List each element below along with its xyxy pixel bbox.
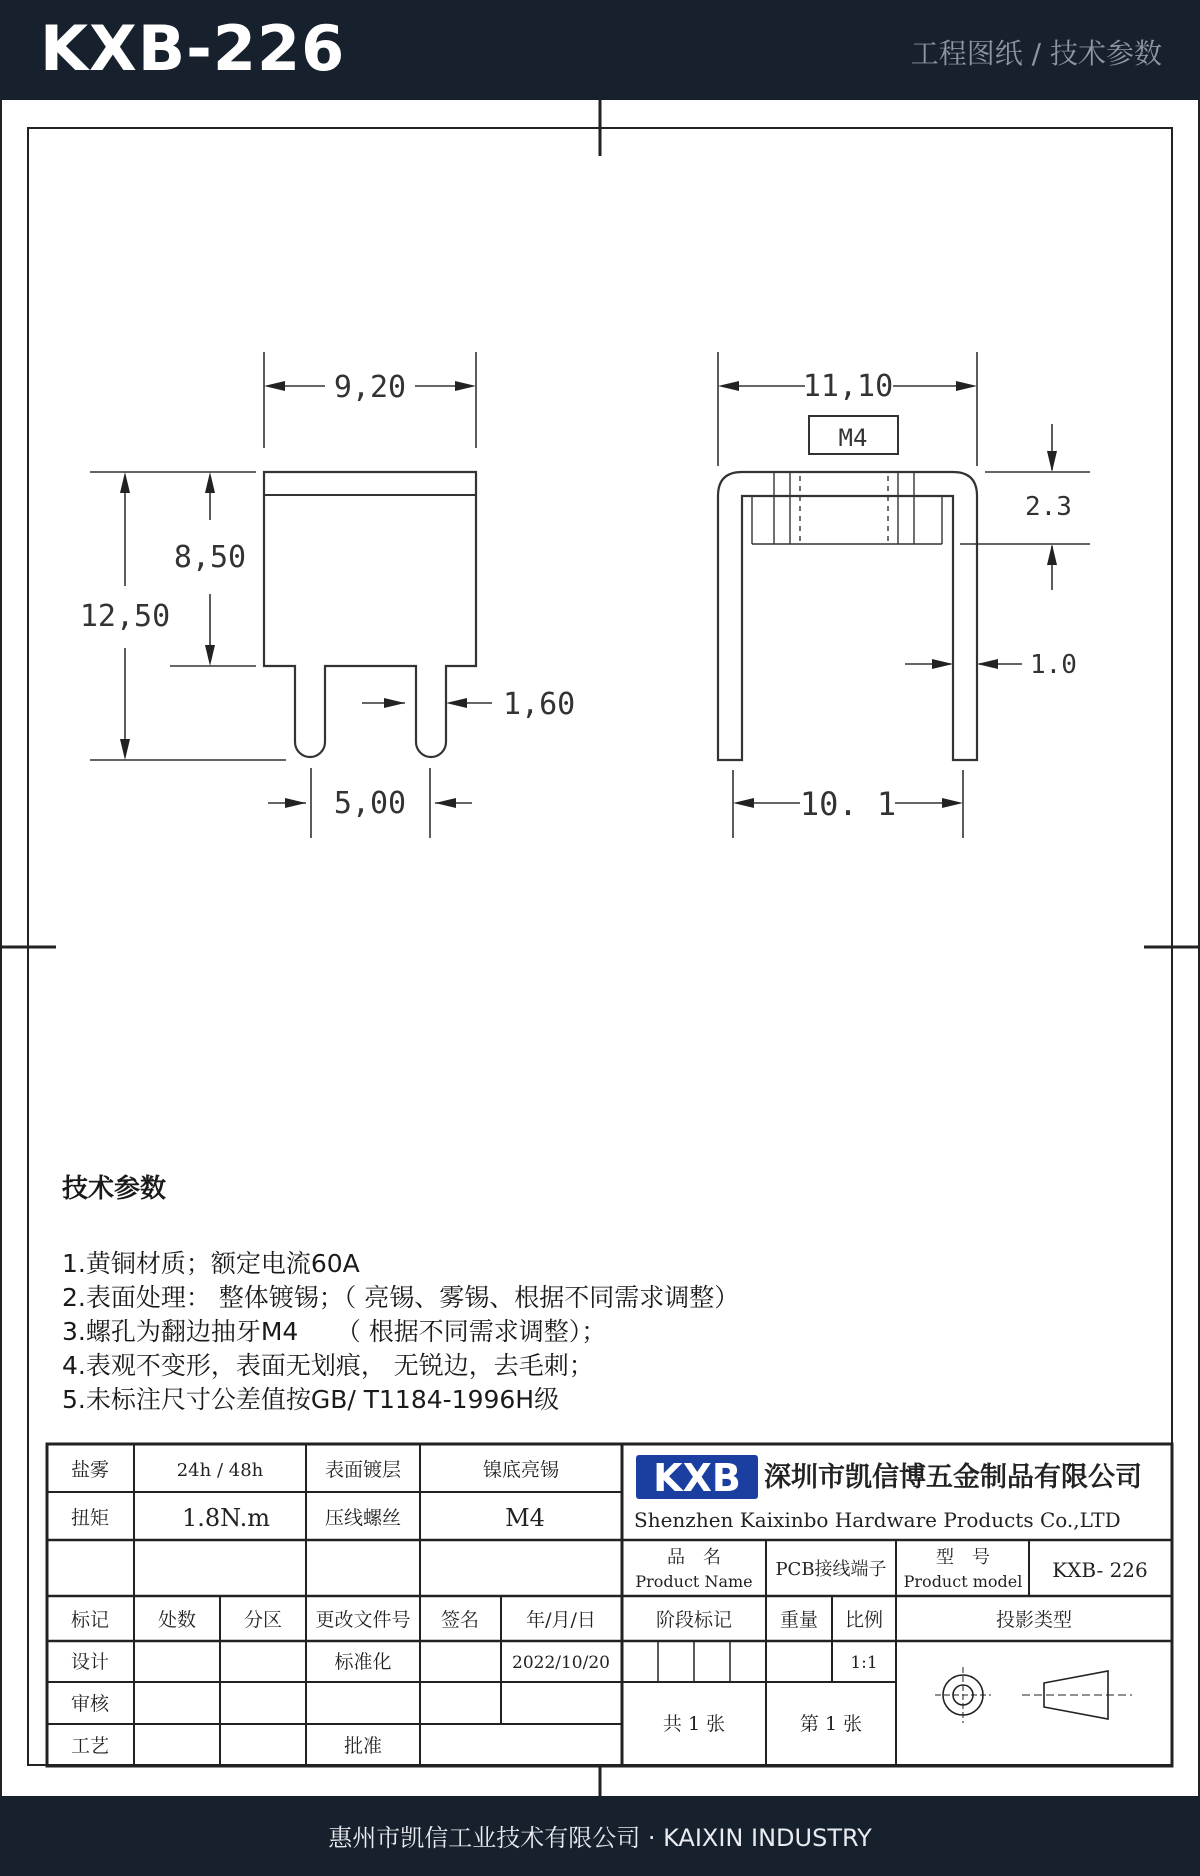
total-sheets: 共 1 张 <box>662 1713 726 1735</box>
spec-line-1: 1.黄铜材质；额定电流60A <box>62 1249 360 1278</box>
dim-front-width: 9,20 <box>333 370 407 405</box>
model-title: KXB-226 <box>40 12 346 85</box>
projection-label: 投影类型 <box>995 1609 1073 1631</box>
dim-top-height: 2.3 <box>1025 492 1072 522</box>
scale-label: 比例 <box>844 1609 884 1631</box>
logo-text: KXB <box>653 1456 741 1500</box>
salt-spray-value: 24h / 48h <box>176 1460 264 1481</box>
side-view-outline <box>718 472 977 760</box>
company-name-cn: 深圳市凯信博五金制品有限公司 <box>764 1462 1142 1493</box>
rev-header-count: 处数 <box>157 1609 197 1631</box>
model-cn: 型 号 <box>936 1547 990 1568</box>
front-view-outline <box>264 472 476 757</box>
spec-line-3: 3.螺孔为翻边抽牙M4 （ 根据不同需求调整）； <box>62 1317 607 1346</box>
company-name-en: Shenzhen Kaixinbo Hardware Products Co.,LTD <box>634 1508 1121 1532</box>
sheet-number: 第 1 张 <box>799 1713 863 1735</box>
plating-label: 表面镀层 <box>324 1459 402 1481</box>
screw-label: 压线螺丝 <box>324 1507 402 1529</box>
product-name-cn: 品 名 <box>667 1547 721 1568</box>
specs-title: 技术参数 <box>62 1174 167 1204</box>
plating-value: 镍底亮锡 <box>482 1459 560 1481</box>
model-value: KXB- 226 <box>1052 1558 1148 1582</box>
spec-line-5: 5.未标注尺寸公差值按GB/ T1184-1996H级 <box>62 1385 560 1414</box>
kxb-logo <box>636 1455 758 1500</box>
date-value: 2022/10/20 <box>512 1653 610 1673</box>
page-footer <box>0 1796 1200 1876</box>
rev-header-mark: 标记 <box>70 1609 110 1631</box>
design-label: 设计 <box>70 1651 110 1673</box>
dim-inner-width: 10. 1 <box>799 785 897 823</box>
torque-label: 扭矩 <box>70 1507 110 1529</box>
stage-label: 阶段标记 <box>655 1609 733 1631</box>
spec-line-4: 4.表观不变形，表面无划痕， 无锐边，去毛刺； <box>62 1351 594 1380</box>
dim-pin-pitch: 5,00 <box>333 786 407 821</box>
weight-label: 重量 <box>779 1609 819 1631</box>
rev-header-zone: 分区 <box>243 1609 283 1631</box>
footer-company: 惠州市凯信工业技术有限公司 · KAIXIN INDUSTRY <box>328 1824 872 1852</box>
process-label: 工艺 <box>70 1735 110 1757</box>
dim-pin-width: 1,60 <box>503 687 576 722</box>
projection-symbol <box>935 1667 1132 1723</box>
scale-value: 1:1 <box>850 1653 878 1673</box>
thread-label: M4 <box>838 424 868 452</box>
rev-header-doc: 更改文件号 <box>315 1609 411 1631</box>
approve-label: 批准 <box>343 1735 383 1757</box>
side-view <box>718 352 1090 838</box>
model-en: Product model <box>903 1572 1023 1591</box>
dim-wall-thickness: 1.0 <box>1030 650 1077 680</box>
salt-spray-label: 盐雾 <box>70 1459 110 1481</box>
dim-side-width: 11,10 <box>802 369 894 404</box>
dim-body-height: 8,50 <box>173 540 247 575</box>
standardization-label: 标准化 <box>334 1651 392 1673</box>
torque-value: 1.8N.m <box>181 1504 271 1532</box>
product-name-value: PCB接线端子 <box>775 1559 887 1580</box>
screw-value: M4 <box>505 1504 545 1532</box>
technical-specs <box>62 1168 1162 1417</box>
rev-header-date: 年/月/日 <box>526 1609 596 1631</box>
front-view <box>80 352 575 838</box>
rev-header-sign: 签名 <box>440 1609 480 1631</box>
page-subtitle: 工程图纸 / 技术参数 <box>910 37 1162 70</box>
review-label: 审核 <box>70 1693 110 1715</box>
product-name-en: Product Name <box>635 1572 753 1591</box>
spec-line-2: 2.表面处理： 整体镀锡；（ 亮锡、雾锡、根据不同需求调整） <box>62 1283 740 1312</box>
dim-total-height: 12,50 <box>79 599 171 634</box>
